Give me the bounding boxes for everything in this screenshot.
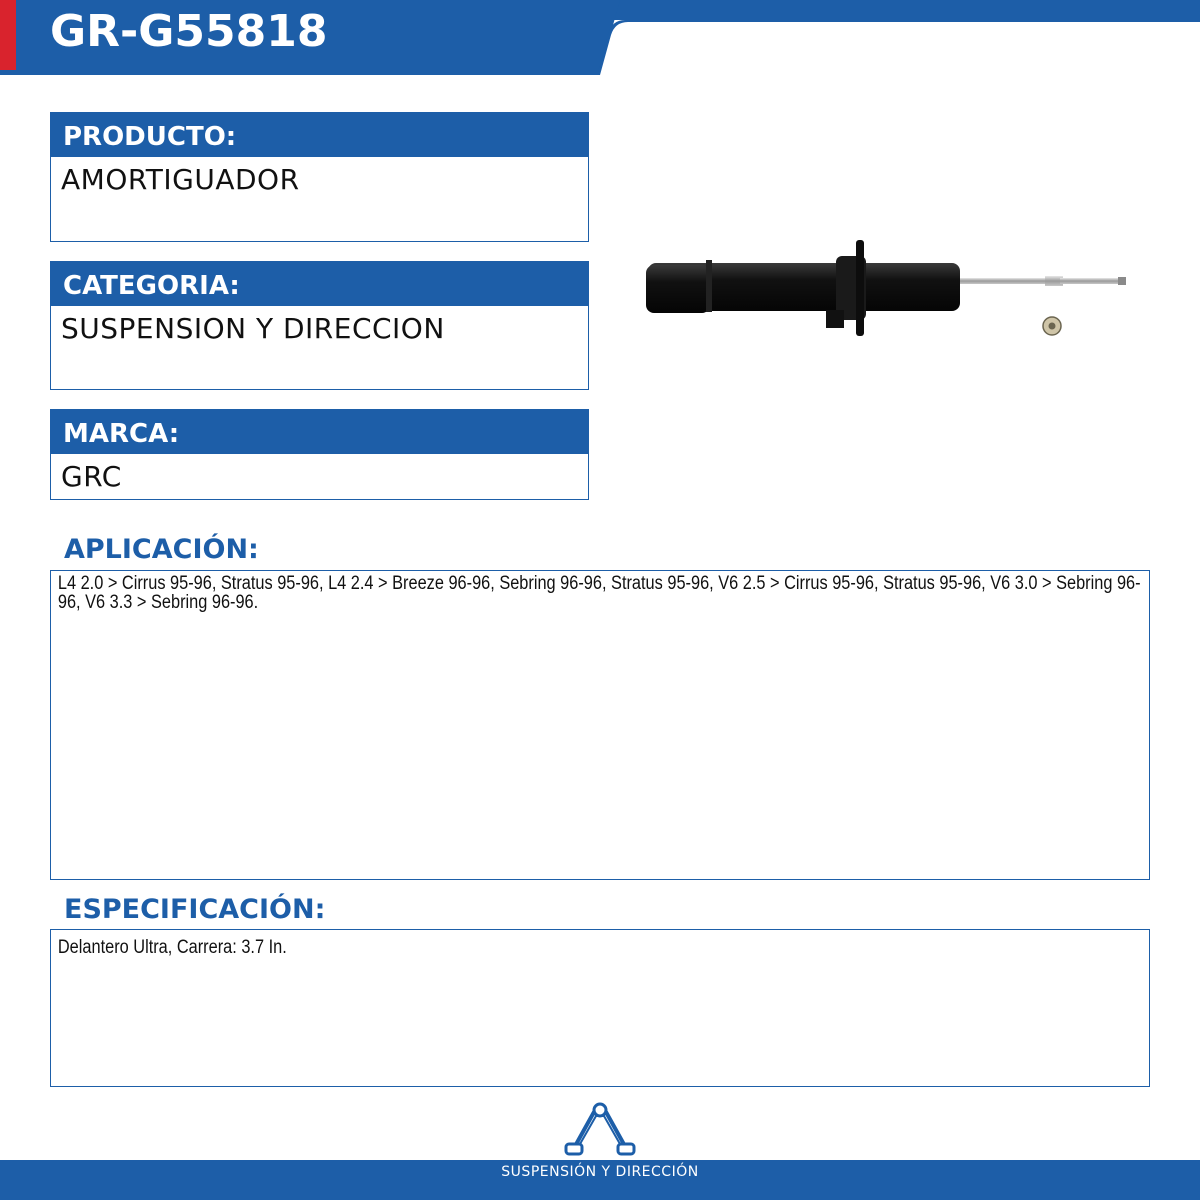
control-arm-icon — [560, 1098, 640, 1160]
specification-box — [50, 929, 1150, 1087]
footer-label: SUSPENSIÓN Y DIRECCIÓN — [501, 1164, 699, 1180]
product-label: PRODUCTO: — [51, 113, 588, 157]
application-title: APLICACIÓN: — [64, 534, 259, 565]
category-value: SUSPENSION Y DIRECCION — [61, 312, 445, 345]
product-sku: GR-G55818 — [50, 6, 328, 57]
category-label: CATEGORIA: — [51, 262, 588, 306]
brand-box — [50, 409, 589, 500]
specification-title: ESPECIFICACIÓN: — [64, 894, 326, 925]
brand-value: GRC — [61, 460, 122, 493]
shock-absorber-icon — [640, 230, 1140, 350]
application-box — [50, 570, 1150, 880]
product-value: AMORTIGUADOR — [61, 163, 300, 196]
category-box — [50, 261, 589, 390]
brand-label: MARCA: — [51, 410, 588, 454]
product-box — [50, 112, 589, 242]
specification-text: Delantero Ultra, Carrera: 3.7 In. — [57, 937, 287, 958]
application-text: L4 2.0 > Cirrus 95-96, Stratus 95-96, L4 2.4 > Breeze 96-96, Sebring 96-96, Stratus 95-96, V6 2.5 > Cirrus 95-96, Stratus 95-96, V6 3.0 > Sebring 96-96, V6 3.3 > Sebring 96-96. — [57, 573, 1141, 613]
